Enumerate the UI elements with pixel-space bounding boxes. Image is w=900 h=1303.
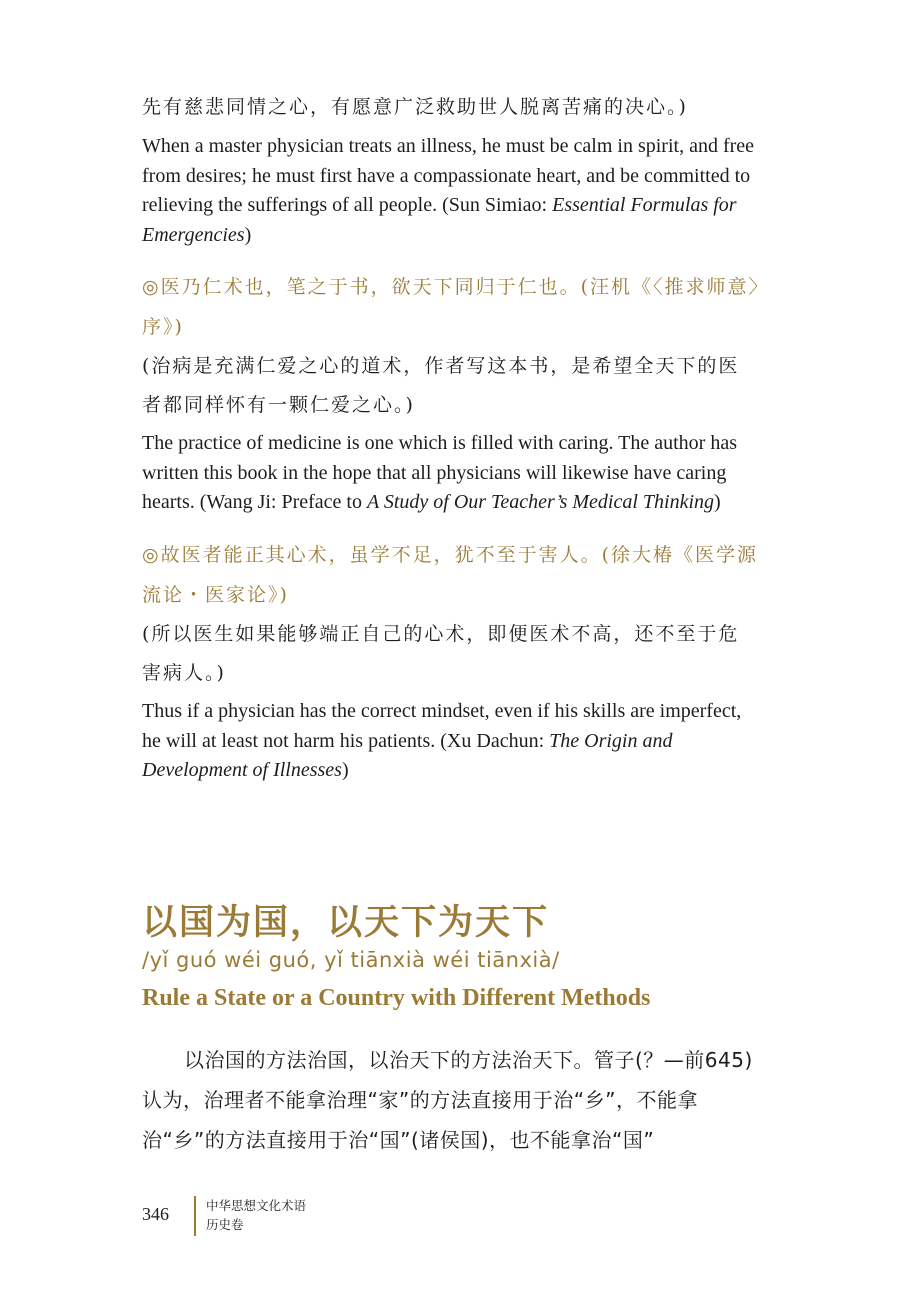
- quote1-english-text: When a master physician treats an illness, he must be calm in spirit, and free from desires; he must first have a compassionate heart, and be committed to relieving the sufferings of all people. (Sun Simiao:: [142, 135, 755, 216]
- entry-body-text: 以治国的方法治国，以治天下的方法治天下。管子(？—前645)认为，治理者不能拿治理“家”的方法直接用于治“乡”，不能拿治“乡”的方法直接用于治“国”(诸侯国)，也不能拿治“国”: [142, 1048, 753, 1152]
- quote3-source-line1: ◎故医者能正其心术，虽学不足，犹不至于害人。(徐大椿《医学源: [142, 544, 758, 566]
- quote2-source-line2: 序》): [142, 316, 184, 338]
- quote3-english-translation: [142, 697, 760, 786]
- footer-divider: [194, 1196, 196, 1236]
- quote2-explanation-line2: 者都同样怀有一颗仁爱之心。): [142, 394, 415, 416]
- quote3-explanation-line1: (所以医生如果能够端正自己的心术，即便医术不高，还不至于危: [142, 623, 740, 645]
- page-number: 346: [142, 1204, 169, 1224]
- quote3-english-source-title: The Origin and Development of Illnesses: [142, 729, 673, 781]
- entry-title: 以国为国，以天下为天下: [142, 902, 550, 943]
- quote3-english-text: Thus if a physician has the correct mindset, even if his skills are imperfect, he will at least not harm his patients. (Xu Dachun:: [142, 700, 742, 752]
- quote2-source-line1: ◎医乃仁术也，笔之于书，欲天下同归于仁也。(汪机《〈推求师意〉: [142, 276, 770, 298]
- quote3-english-close: ): [341, 759, 349, 781]
- entry-english-title: Rule a State or a Country with Different Methods: [142, 985, 651, 1011]
- quote2-english-close: ): [714, 491, 721, 513]
- series-title-line2: 历史卷: [206, 1217, 244, 1232]
- quote2-english-translation: [142, 429, 760, 518]
- quote1-english-close: ): [244, 223, 252, 246]
- quote3-explanation-line2: 害病人。): [142, 662, 226, 684]
- quote3-source-line2: 流论・医家论》): [142, 584, 289, 606]
- series-title: [206, 1196, 306, 1234]
- quote2-english-text: The practice of medicine is one which is filled with caring. The author has written this book in the hope that all physicians will likewise have caring hearts. (Wang Ji: Preface to: [142, 432, 737, 513]
- quote2-explanation-line1: (治病是充满仁爱之心的道术，作者写这本书，是希望全天下的医: [142, 355, 740, 377]
- entry-pinyin: /yǐ guó wéi guó, yǐ tiānxià wéi tiānxià/: [142, 948, 560, 972]
- quote1-chinese-explanation-tail: 先有慈悲同情之心，有愿意广泛救助世人脱离苦痛的决心。): [142, 96, 688, 118]
- quote1-english-translation: [142, 132, 760, 250]
- quote1-english-source-title: Essential Formulas for Emergencies: [142, 194, 737, 246]
- quote2-english-source-title: A Study of Our Teacher’s Medical Thinking: [366, 491, 715, 513]
- series-title-line1: 中华思想文化术语: [206, 1198, 307, 1213]
